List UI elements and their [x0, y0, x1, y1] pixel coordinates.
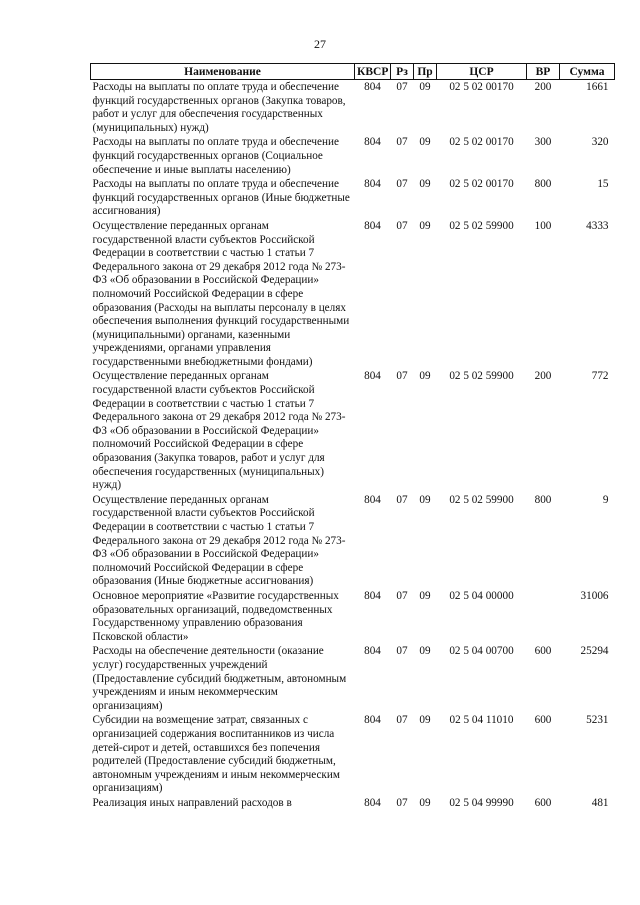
cell-sum: 5231: [586, 714, 609, 727]
table-row: [91, 135, 615, 177]
cell-csr: 02 5 04 99990: [449, 796, 514, 809]
cell-pr: 09: [419, 714, 431, 727]
header-csr: ЦСР: [437, 64, 527, 80]
cell-rz: 07: [396, 136, 408, 149]
cell-csr: 02 5 02 59900: [449, 493, 514, 506]
cell-csr: 02 5 02 00170: [449, 81, 514, 93]
cell-kvsr: 804: [364, 714, 381, 727]
cell-name: Расходы на обеспечение деятельности (оказание услуг) государственных учреждений (Предоставление субсидий бюджетным, автономным учреждениям и иным некоммерческим организациям): [92, 645, 347, 712]
header-sum: Сумма: [560, 64, 615, 80]
cell-kvsr: 804: [364, 645, 381, 658]
cell-vr: 600: [534, 796, 552, 809]
cell-csr: 02 5 02 59900: [449, 370, 514, 383]
cell-rz: 07: [396, 493, 408, 506]
table-row: [91, 493, 615, 589]
table-row: [91, 589, 615, 644]
cell-name: Осуществление переданных органам государственной власти субъектов Российской Федерации в соответствии с частью 1 статьи 7 Федерального закона от 29 декабря 2012 года № 273-ФЗ «Об образовании в Российской Федерации» полномочий Российской Федерации в сфере образования (Закупка товаров, работ и услуг для обеспечения государственных (муниципальных) нужд): [92, 370, 346, 492]
cell-vr: 100: [534, 219, 552, 232]
cell-sum: 25294: [580, 645, 609, 658]
cell-name: Расходы на выплаты по оплате труда и обеспечение функций государственных органов (Закупка товаров, работ и услуг для обеспечения государственных (муниципальных) нужд): [92, 81, 346, 134]
cell-vr: [527, 589, 560, 644]
cell-pr: 09: [419, 796, 431, 809]
cell-rz: 07: [396, 81, 408, 93]
cell-rz: 07: [396, 714, 408, 727]
cell-rz: 07: [396, 645, 408, 658]
table-row: [91, 369, 615, 492]
cell-pr: 09: [419, 493, 431, 506]
header-vr: ВР: [527, 64, 560, 80]
cell-kvsr: 804: [364, 219, 381, 232]
cell-kvsr: 804: [364, 370, 381, 383]
cell-csr: 02 5 04 00700: [449, 645, 514, 658]
table-row: [91, 644, 615, 713]
table-row: [91, 713, 615, 796]
header-pr: Пр: [414, 64, 437, 80]
cell-sum: 31006: [580, 589, 609, 602]
cell-vr: 200: [534, 370, 552, 383]
cell-kvsr: 804: [364, 493, 381, 506]
page-number: 27: [314, 37, 326, 51]
cell-rz: 07: [396, 178, 408, 191]
cell-pr: 09: [419, 219, 431, 232]
table-row: [91, 177, 615, 219]
cell-kvsr: 804: [364, 136, 381, 149]
cell-pr: 09: [419, 178, 431, 191]
cell-name: Расходы на выплаты по оплате труда и обеспечение функций государственных органов (Иные бюджетные ассигнования): [92, 178, 350, 218]
cell-name: Субсидии на возмещение затрат, связанных с организацией содержания воспитанников из числа детей-сирот и детей, оставшихся без попечения родителей (Предоставление субсидий бюджетным, автономным учреждениям и иным некоммерческим организациям): [92, 714, 340, 795]
cell-name: Осуществление переданных органам государственной власти субъектов Российской Федерации в соответствии с частью 1 статьи 7 Федерального закона от 29 декабря 2012 года № 273-ФЗ «Об образовании в Российской Федерации» полномочий Российской Федерации в сфере образования (Иные бюджетные ассигнования): [92, 493, 346, 588]
cell-pr: 09: [419, 645, 431, 658]
cell-vr: 600: [534, 645, 552, 658]
cell-kvsr: 804: [364, 81, 381, 93]
table-row: [91, 219, 615, 370]
budget-table-container: [90, 63, 614, 810]
cell-name: Расходы на выплаты по оплате труда и обеспечение функций государственных органов (Социальное обеспечение и иные выплаты населению): [92, 136, 339, 176]
cell-name: Реализация иных направлений расходов в: [92, 796, 292, 809]
cell-csr: 02 5 02 59900: [449, 219, 514, 232]
cell-sum: 772: [591, 370, 609, 383]
cell-pr: 09: [419, 370, 431, 383]
cell-vr: 600: [534, 714, 552, 727]
cell-csr: 02 5 02 00170: [449, 178, 514, 191]
cell-sum: 481: [591, 796, 609, 809]
header-rz: Рз: [391, 64, 414, 80]
cell-pr: 09: [419, 81, 431, 93]
cell-vr: 800: [534, 493, 552, 506]
cell-csr: 02 5 04 00000: [449, 589, 514, 602]
cell-name: Осуществление переданных органам государственной власти субъектов Российской Федерации в соответствии с частью 1 статьи 7 Федерального закона от 29 декабря 2012 года № 273-ФЗ «Об образовании в Российской Федерации» полномочий Российской Федерации в сфере образования (Расходы на выплаты персоналу в целях обеспечения выполнения функций государственными (муниципальными) органами, казенными учреждениями, органами управления государственными внебюджетными фондами): [92, 219, 350, 368]
cell-vr: 800: [534, 178, 552, 191]
cell-rz: 07: [396, 370, 408, 383]
cell-rz: 07: [396, 796, 408, 809]
cell-sum: 15: [597, 178, 609, 191]
cell-pr: 09: [419, 136, 431, 149]
cell-sum: 320: [591, 136, 609, 149]
cell-sum: 1661: [586, 81, 609, 93]
budget-table: [90, 63, 615, 810]
cell-vr: 200: [534, 81, 552, 93]
cell-kvsr: 804: [364, 796, 381, 809]
cell-pr: 09: [419, 589, 431, 602]
cell-vr: 300: [534, 136, 552, 149]
cell-kvsr: 804: [364, 589, 381, 602]
header-kvsr: КВСР: [355, 64, 391, 80]
cell-sum: 9: [602, 493, 609, 506]
cell-csr: 02 5 02 00170: [449, 136, 514, 149]
table-row: [91, 796, 615, 811]
header-name: Наименование: [91, 64, 355, 80]
cell-name: Основное мероприятие «Развитие государственных образовательных организаций, подведомственных Государственному управлению образования Псковской области»: [92, 589, 339, 643]
cell-rz: 07: [396, 589, 408, 602]
cell-sum: 4333: [586, 219, 609, 232]
table-row: [91, 80, 615, 136]
cell-rz: 07: [396, 219, 408, 232]
table-header-row: [91, 64, 615, 80]
cell-kvsr: 804: [364, 178, 381, 191]
cell-csr: 02 5 04 11010: [449, 714, 514, 727]
